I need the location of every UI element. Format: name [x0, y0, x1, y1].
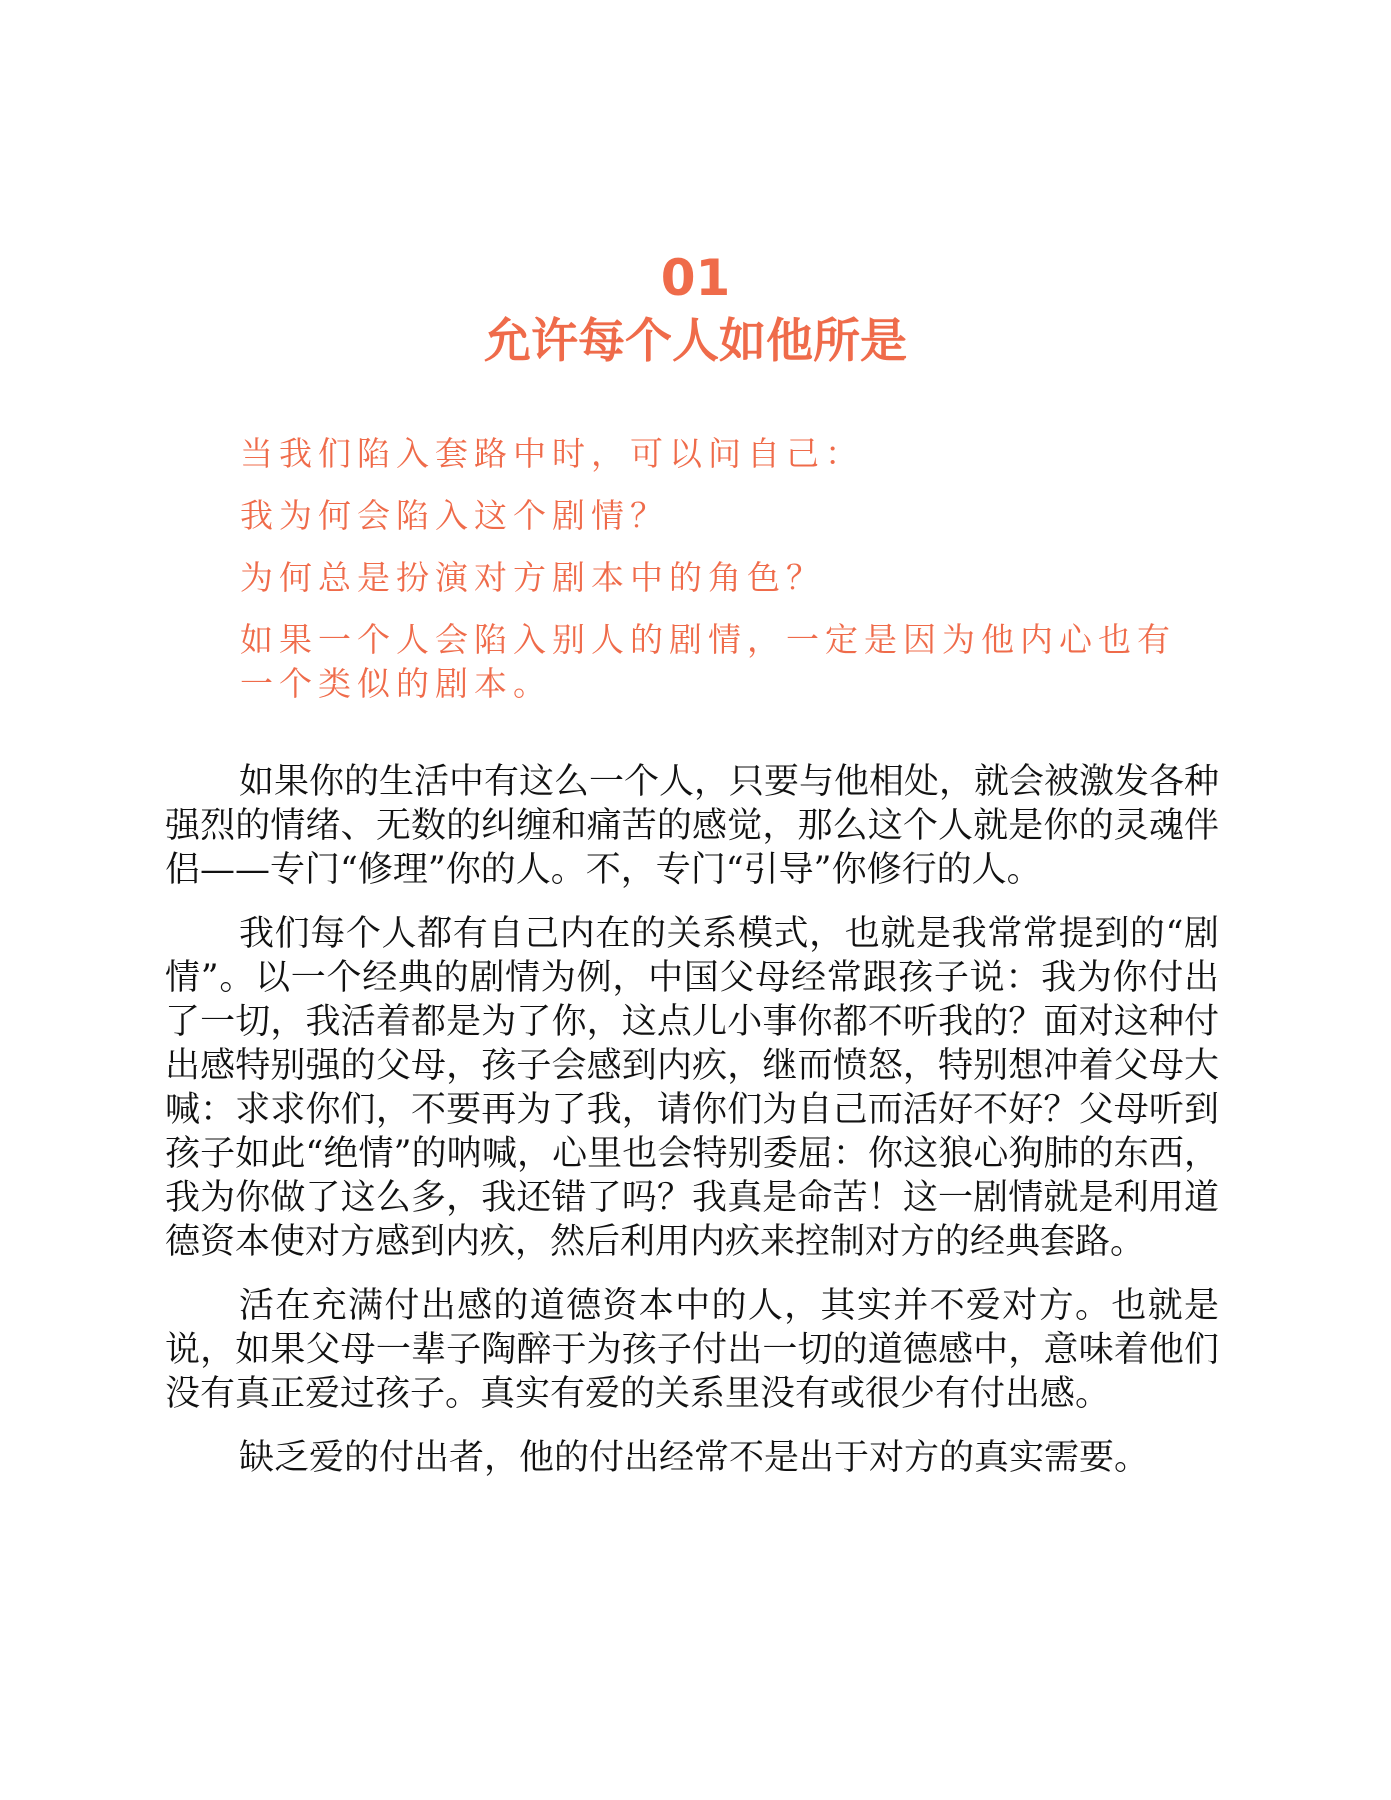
body-paragraph: 如果你的生活中有这么一个人，只要与他相处，就会被激发各种强烈的情绪、无数的纠缠和痛苦的感觉，那么这个人就是你的灵魂伴侣——专门“修理”你的人。不，专门“引导”你修行的人。: [165, 762, 1220, 890]
epigraph-line: 我为何会陷入这个剧情？: [240, 496, 669, 535]
body-paragraph: 缺乏爱的付出者，他的付出经常不是出于对方的真实需要。: [239, 1438, 1150, 1478]
epigraph-line: 当我们陷入套路中时，可以问自己：: [240, 434, 864, 473]
epigraph-line: 如果一个人会陷入别人的剧情，一定是因为他内心也有一个类似的剧本。: [240, 620, 1176, 703]
body-text: [165, 760, 1219, 1500]
body-paragraph: 我们每个人都有自己内在的关系模式，也就是我常常提到的“剧情”。以一个经典的剧情为例，中国父母经常跟孩子说：我为你付出了一切，我活着都是为了你，这点儿小事你都不听我的？面对这种付出感特别强的父母，孩子会感到内疚，继而愤怒，特别想冲着父母大喊：求求你们，不要再为了我，请你们为自己而活好不好？父母听到孩子如此“绝情”的呐喊，心里也会特别委屈：你这狼心狗肺的东西，我为你做了这么多，我还错了吗？我真是命苦！这一剧情就是利用道德资本使对方感到内疚，然后利用内疚来控制对方的经典套路。: [165, 914, 1219, 1262]
body-paragraph: 活在充满付出感的道德资本中的人，其实并不爱对方。也就是说，如果父母一辈子陶醉于为孩子付出一切的道德感中，意味着他们没有真正爱过孩子。真实有爱的关系里没有或很少有付出感。: [165, 1286, 1219, 1414]
epigraph-line: 为何总是扮演对方剧本中的角色？: [240, 558, 825, 597]
chapter-heading: [0, 248, 1391, 374]
chapter-title: 允许每个人如他所是: [484, 314, 907, 369]
epigraph: [240, 432, 1200, 724]
chapter-number: 01: [660, 249, 731, 307]
